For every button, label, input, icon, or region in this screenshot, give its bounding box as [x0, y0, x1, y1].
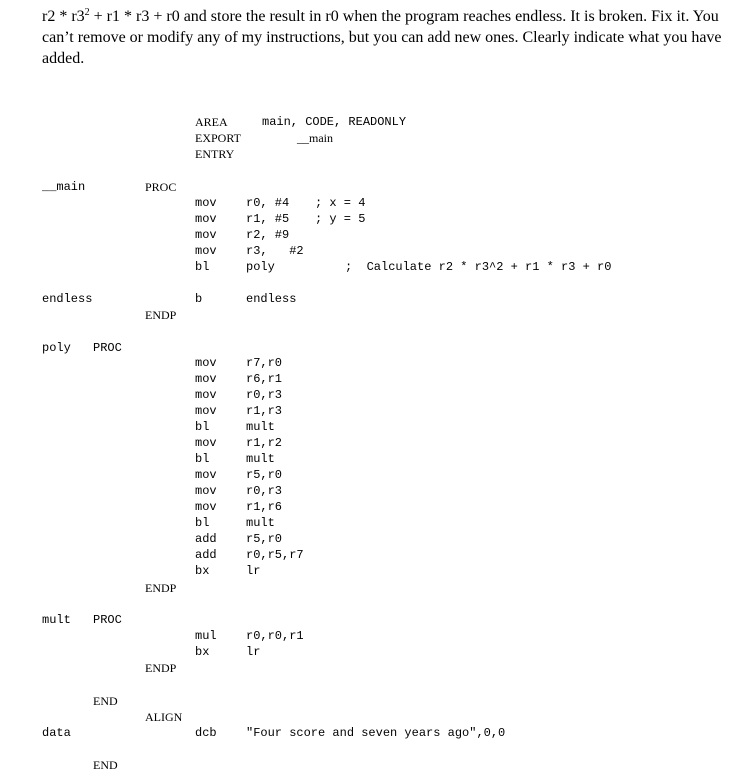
- instruction-args: r5,r0: [246, 532, 283, 546]
- instruction-op: add: [195, 548, 217, 562]
- poly-endp: ENDP: [145, 581, 177, 595]
- instruction-args: lr: [246, 564, 261, 578]
- instruction-op: bl: [195, 452, 210, 466]
- instruction-args: mult: [246, 420, 275, 434]
- endless-label: endless: [42, 292, 93, 306]
- instruction-op: mov: [195, 500, 217, 514]
- main-endp: ENDP: [145, 308, 177, 322]
- instruction-args: r1, #5: [246, 212, 290, 226]
- problem-statement: [42, 6, 722, 69]
- intro-exponent: 2: [84, 7, 90, 18]
- data-label: data: [42, 726, 71, 740]
- align-directive: ALIGN: [145, 710, 183, 724]
- poly-label: poly: [42, 341, 71, 355]
- instruction-args: r5,r0: [246, 468, 283, 482]
- instruction-args: r0,r3: [246, 484, 283, 498]
- instruction-op: add: [195, 532, 217, 546]
- main-proc-directive: PROC: [145, 180, 177, 194]
- instruction-op: bl: [195, 420, 210, 434]
- instruction-op: mov: [195, 404, 217, 418]
- endless-args: endless: [246, 292, 297, 306]
- instruction-args: mult: [246, 516, 275, 530]
- instruction-op: mov: [195, 484, 217, 498]
- instruction-op: mov: [195, 468, 217, 482]
- instruction-args: r1,r3: [246, 404, 283, 418]
- export-args: __main: [297, 131, 333, 145]
- instruction-op: bx: [195, 645, 210, 659]
- instruction-op: mov: [195, 356, 217, 370]
- end-directive-1: END: [93, 694, 118, 708]
- dcb-op: dcb: [195, 726, 217, 740]
- instruction-comment: ; x = 4: [315, 196, 366, 210]
- end-directive-2: END: [93, 758, 118, 772]
- instruction-args: r1,r6: [246, 500, 283, 514]
- instruction-args: lr: [246, 645, 261, 659]
- poly-proc-directive: PROC: [93, 341, 122, 355]
- instruction-args: r1,r2: [246, 436, 283, 450]
- dcb-args: "Four score and seven years ago",0,0: [246, 726, 506, 740]
- instruction-op: mov: [195, 196, 217, 210]
- instruction-args: r3, #2: [246, 244, 304, 258]
- instruction-op: bl: [195, 260, 210, 274]
- instruction-op: mov: [195, 244, 217, 258]
- area-args: main, CODE, READONLY: [262, 115, 407, 129]
- main-label: __main: [42, 180, 86, 194]
- instruction-args: r0,r3: [246, 388, 283, 402]
- instruction-args: mult: [246, 452, 275, 466]
- instruction-args: poly: [246, 260, 275, 274]
- instruction-op: mov: [195, 436, 217, 450]
- instruction-args: r7,r0: [246, 356, 283, 370]
- instruction-op: mov: [195, 212, 217, 226]
- entry-directive: ENTRY: [195, 147, 235, 161]
- instruction-comment: ; y = 5: [315, 212, 366, 226]
- instruction-op: mov: [195, 388, 217, 402]
- area-directive: AREA: [195, 115, 228, 129]
- mult-endp: ENDP: [145, 661, 177, 675]
- mult-label: mult: [42, 613, 71, 627]
- instruction-op: bl: [195, 516, 210, 530]
- intro-part1: r2 * r3: [42, 8, 85, 25]
- instruction-op: mul: [195, 629, 217, 643]
- instruction-args: r6,r1: [246, 372, 283, 386]
- export-directive: EXPORT: [195, 131, 241, 145]
- instruction-comment: ; Calculate r2 * r3^2 + r1 * r3 + r0: [345, 260, 612, 274]
- intro-part2: + r1 * r3 + r0 and store the result in r0 when the program reaches endless. It is broken. Fix it. You can’t remove or modify any of my instructions, but you can add new ones. Clearly indicate what you have added.: [42, 8, 722, 67]
- endless-op: b: [195, 292, 203, 306]
- instruction-args: r0,r5,r7: [246, 548, 304, 562]
- instruction-args: r2, #9: [246, 228, 290, 242]
- mult-proc-directive: PROC: [93, 613, 122, 627]
- instruction-args: r0,r0,r1: [246, 629, 304, 643]
- instruction-op: bx: [195, 564, 210, 578]
- instruction-op: mov: [195, 372, 217, 386]
- instruction-op: mov: [195, 228, 217, 242]
- instruction-args: r0, #4: [246, 196, 290, 210]
